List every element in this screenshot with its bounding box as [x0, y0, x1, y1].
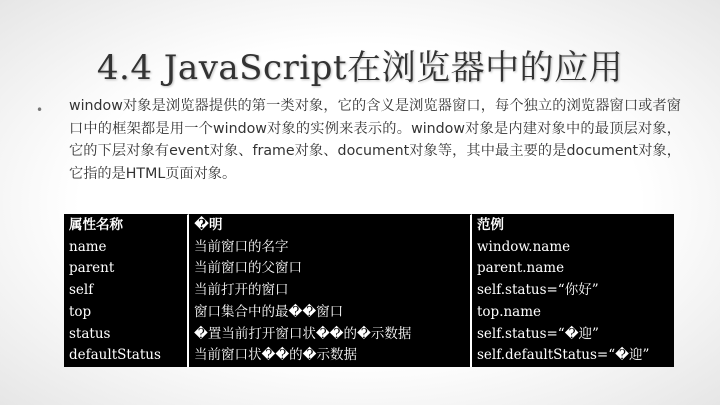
- property-description-cell: �置当前打开窗口状��的�示数据: [189, 324, 472, 346]
- property-name-cell: parent: [64, 258, 189, 280]
- bullet-icon: •: [36, 103, 44, 117]
- header-cell-example: 范例: [472, 214, 674, 237]
- property-name-cell: name: [64, 237, 189, 259]
- property-description-cell: 当前打开的窗口: [189, 280, 472, 302]
- property-example-cell: parent.name: [472, 258, 674, 280]
- property-description-cell: 当前窗口的名字: [189, 237, 472, 259]
- table-row: [64, 258, 674, 280]
- property-example-cell: self.defaultStatus=“�迎”: [472, 345, 674, 367]
- table-row: [64, 345, 674, 367]
- property-example-cell: window.name: [472, 237, 674, 259]
- property-name-cell: self: [64, 280, 189, 302]
- properties-table: [64, 214, 674, 367]
- slide-title: 4.4 JavaScript在浏览器中的应用: [96, 48, 624, 88]
- property-example-cell: self.status=“你好”: [472, 280, 674, 302]
- property-description-cell: 当前窗口的父窗口: [189, 258, 472, 280]
- header-cell-name: 属性名称: [64, 214, 189, 237]
- property-name-cell: status: [64, 324, 189, 346]
- property-description-cell: 当前窗口状��的�示数据: [189, 345, 472, 367]
- header-cell-description: �明: [189, 214, 472, 237]
- property-name-cell: top: [64, 302, 189, 324]
- property-description-cell: 窗口集合中的最��窗口: [189, 302, 472, 324]
- table-row: [64, 302, 674, 324]
- property-example-cell: self.status=“�迎”: [472, 324, 674, 346]
- table-row: [64, 237, 674, 259]
- table-header-row: [64, 214, 674, 237]
- property-name-cell: defaultStatus: [64, 345, 189, 367]
- table-row: [64, 280, 674, 302]
- property-example-cell: top.name: [472, 302, 674, 324]
- table-row: [64, 324, 674, 346]
- bullet-paragraph: window对象是浏览器提供的第一类对象，它的含义是浏览器窗口，每个独立的浏览器窗口或者窗口中的框架都是用一个window对象的实例来表示的。window对象是内建对象中的最顶层对象，它的下层对象有event对象、frame对象、document对象等，其中最主要的是document对象，它指的是HTML页面对象。: [69, 98, 681, 182]
